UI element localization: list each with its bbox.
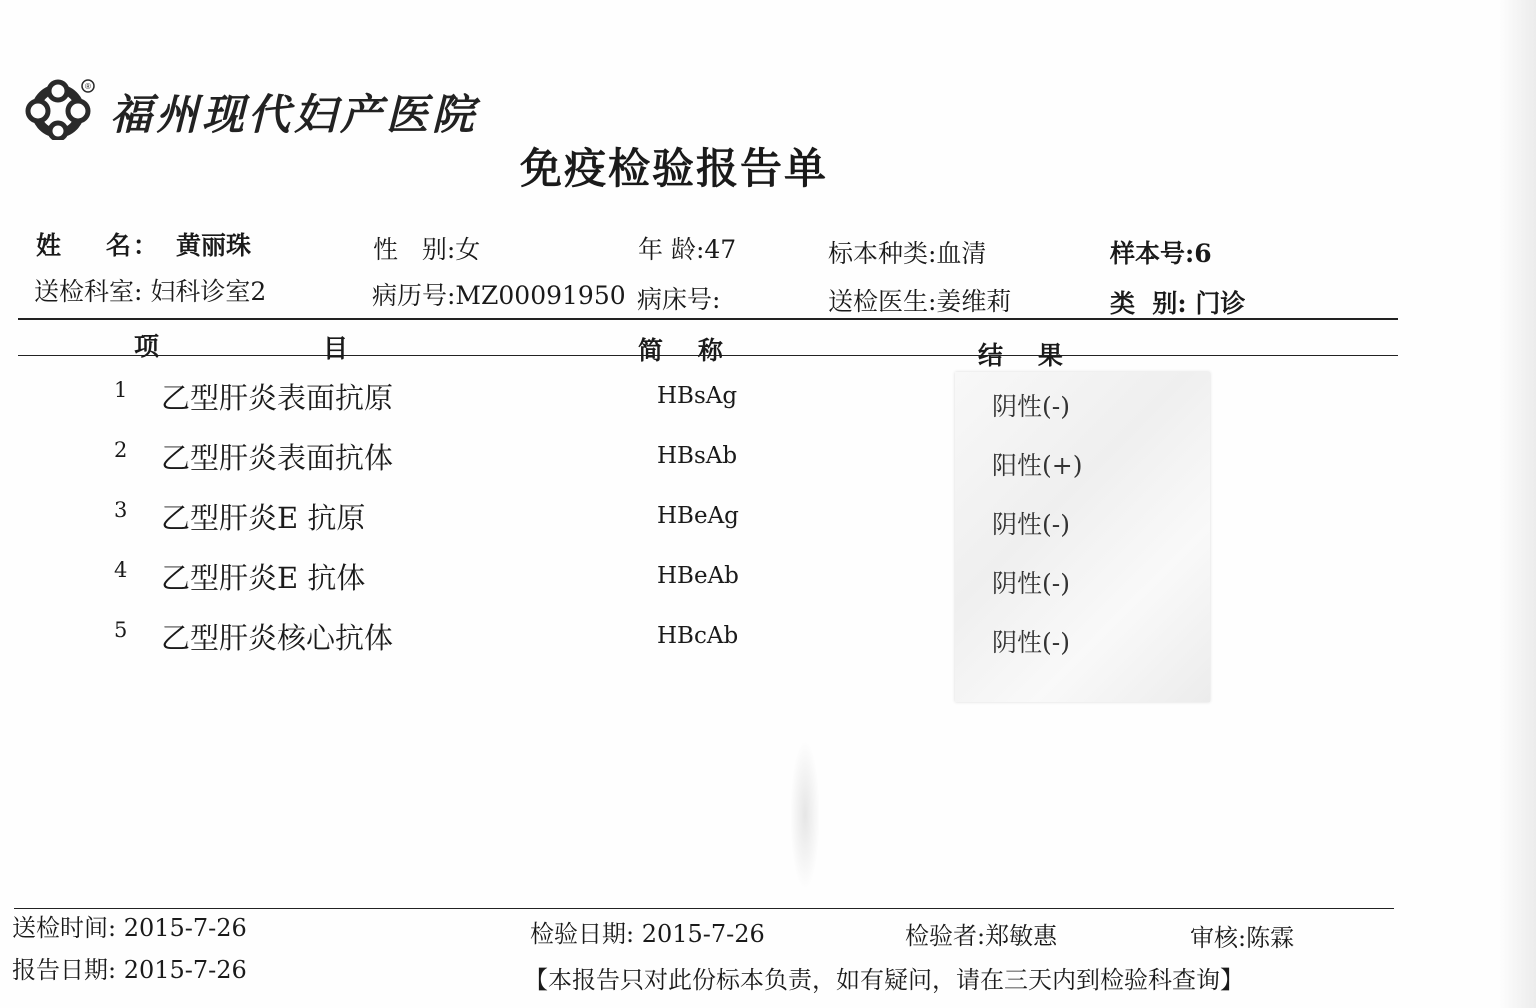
column-header-abbr: 简 称 — [638, 336, 723, 365]
registered-mark: ® — [85, 82, 91, 91]
visit-category: 类 别: 门诊 — [1110, 289, 1246, 318]
hospital-logo-icon — [22, 78, 98, 140]
patient-name-label: 姓 名： — [36, 231, 160, 260]
test-item-result: 阴性(-) — [992, 510, 1070, 539]
patient-name: 黄丽珠 — [176, 231, 252, 260]
referring-doctor: 送检医生:姜维莉 — [828, 287, 1012, 316]
test-item-result: 阴性(-) — [992, 569, 1070, 598]
report-date: 报告日期: 2015-7-26 — [12, 956, 247, 984]
row-number: 5 — [114, 618, 128, 642]
patient-age: 年 龄:47 — [638, 235, 737, 264]
department: 送检科室: 妇科诊室2 — [34, 277, 267, 306]
hospital-logo — [22, 78, 479, 140]
test-item-abbr: HBsAg — [657, 383, 738, 409]
hospital-name: 福州现代妇产医院 — [110, 90, 479, 139]
test-item-name: 乙型肝炎E 抗原 — [161, 501, 366, 535]
test-item-name: 乙型肝炎核心抗体 — [161, 621, 394, 655]
disclaimer-notice: 【本报告只对此份标本负责，如有疑问，请在三天内到检验科查询】 — [524, 966, 1244, 994]
test-item-result: 阳性(+) — [992, 451, 1083, 480]
column-header-result: 结 果 — [978, 341, 1063, 370]
bed-number: 病床号: — [637, 285, 721, 314]
test-item-name: 乙型肝炎表面抗体 — [161, 441, 394, 475]
test-item-name: 乙型肝炎E 抗体 — [161, 561, 366, 595]
test-item-result: 阴性(-) — [992, 628, 1070, 657]
test-item-abbr: HBeAg — [657, 503, 739, 529]
specimen-type: 标本种类:血清 — [828, 239, 987, 268]
test-item-result: 阴性(-) — [992, 392, 1070, 421]
report-title: 免疫检验报告单 — [520, 144, 829, 193]
medical-record-number: 病历号:MZ00091950 — [372, 281, 626, 310]
row-number: 1 — [114, 378, 128, 402]
row-number: 3 — [114, 498, 128, 522]
test-item-name: 乙型肝炎表面抗原 — [161, 381, 394, 415]
table-top-rule — [18, 318, 1398, 320]
patient-sex: 性 别:女 — [373, 235, 481, 264]
test-item-abbr: HBsAb — [657, 443, 738, 469]
paper-edge — [1500, 0, 1536, 1008]
ink-smudge — [790, 740, 820, 890]
submit-time: 送检时间: 2015-7-26 — [12, 914, 247, 942]
sample-number: 样本号:6 — [1110, 239, 1212, 268]
reviewer: 审核:陈霖 — [1190, 924, 1295, 952]
row-number: 2 — [114, 438, 128, 462]
test-date: 检验日期: 2015-7-26 — [530, 920, 765, 948]
column-header-item-b: 目 — [323, 334, 349, 363]
row-number: 4 — [114, 558, 128, 582]
tester: 检验者:郑敏惠 — [905, 922, 1058, 950]
column-header-item-a: 项 — [134, 332, 160, 361]
test-item-abbr: HBcAb — [657, 623, 739, 649]
test-item-abbr: HBeAb — [657, 563, 739, 589]
